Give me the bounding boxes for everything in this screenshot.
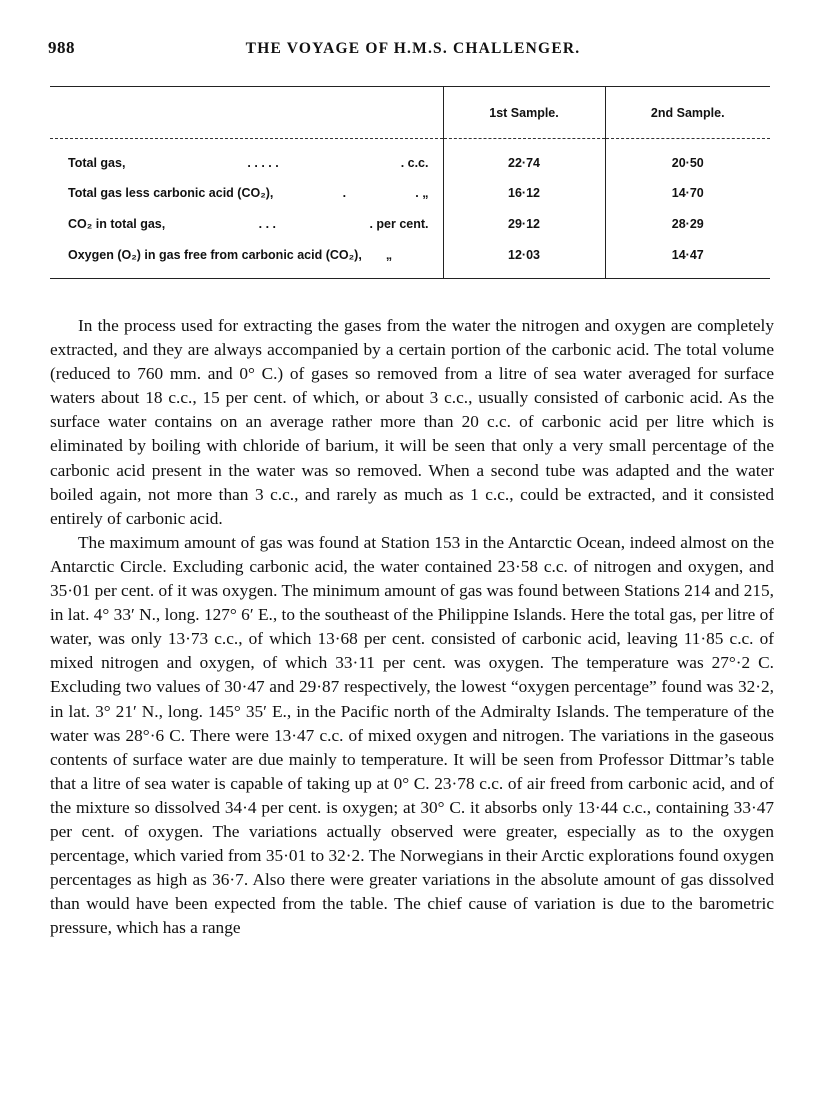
row-unit: „ bbox=[385, 247, 393, 262]
body-text bbox=[50, 314, 774, 940]
table-row bbox=[50, 208, 770, 239]
column-header-first-sample: 1st Sample. bbox=[443, 87, 605, 139]
table-row bbox=[50, 239, 770, 278]
page-header bbox=[48, 38, 778, 64]
second-sample-value: 14·70 bbox=[605, 177, 770, 208]
column-header-label bbox=[50, 87, 443, 139]
row-leader-dots: . . . . . bbox=[247, 156, 279, 170]
column-header-second-sample: 2nd Sample. bbox=[605, 87, 770, 139]
second-sample-value: 28·29 bbox=[605, 208, 770, 239]
page-number: 988 bbox=[48, 38, 75, 57]
row-label: Total gas, bbox=[68, 156, 126, 170]
row-label: CO₂ in total gas, bbox=[68, 216, 166, 231]
paragraph-gas-amounts: The maximum amount of gas was found at Station 153 in the Antarctic Ocean, indeed almost on the Antarctic Circle. Excluding carbonic acid, the water contained 23·58 c.c. of nitrogen and oxygen, and 35·01 per cent. of it was oxygen. The minimum amount of gas was found between Stations 214 and 215, in lat. 4° 33′ N., long. 127° 6′ E., to the southeast of the Philippine Islands. Here the total gas, per litre of water, was only 13·73 c.c., of which 13·68 per cent. consisted of carbonic acid, leaving 11·85 c.c. of mixed nitrogen and oxygen, of which 33·11 per cent. was oxygen. The temperature was 27°·2 C. Excluding two values of 30·47 and 29·87 respectively, the lowest “oxygen percentage” found was 32·2, in lat. 3° 21′ N., long. 145° 35′ E., in the Pacific north of the Admiralty Islands. The temperature of the water was 28°·6 C. There were 13·47 c.c. of mixed oxygen and nitrogen. The variations in the gaseous contents of surface water are due mainly to temperature. It will be seen from Professor Dittmar’s table that a litre of sea water is capable of taking up at 0° C. 23·78 c.c. of air freed from carbonic acid, and of the mixture so dissolved 34·4 per cent. is oxygen; at 30° C. it absorbs only 13·44 c.c., containing 33·47 per cent. of oxygen. The variations actually observed were greater, especially as to the oxygen percentage, which varied from 35·01 to 32·2. The Norwegians in their Arctic explorations found oxygen percentages as high as 36·7. Also there were greater variations in the absolute amount of gas dissolved than would have been expected from the table. The chief cause of variation is due to the barometric pressure, which has a range bbox=[50, 532, 774, 938]
row-unit: . per cent. bbox=[369, 216, 429, 231]
first-sample-value: 22·74 bbox=[443, 139, 605, 178]
first-sample-value: 12·03 bbox=[443, 239, 605, 278]
running-title: THE VOYAGE OF H.M.S. CHALLENGER. bbox=[245, 40, 581, 57]
table-header-row bbox=[50, 87, 770, 139]
table-row bbox=[50, 139, 770, 178]
row-label: Total gas less carbonic acid (CO₂), bbox=[68, 185, 274, 200]
row-unit: . c.c. bbox=[400, 156, 429, 170]
row-label: Oxygen (O₂) in gas free from carbonic acid (CO₂), bbox=[68, 247, 362, 262]
second-sample-value: 20·50 bbox=[605, 139, 770, 178]
paragraph-extraction-process: In the process used for extracting the gases from the water the nitrogen and oxygen are completely extracted, and they are always accompanied by a certain portion of the carbonic acid. The total volume (reduced to 760 mm. and 0° C.) of gases so removed from a litre of sea water averaged for surface waters about 18 c.c., 15 per cent. of which, or about 3 c.c., usually consisted of carbonic acid. As the surface water contains on an average rather more than 20 c.c. of carbonic acid per litre which is eliminated by boiling with chloride of barium, it will be seen that only a very small percentage of the carbonic acid present in the water was so removed. When a second tube was adapted and the water boiled again, not more than 3 c.c., and rarely as much as 1 c.c., could be extracted, and it consisted entirely of carbonic acid. bbox=[50, 316, 774, 528]
row-leader-dots: . bbox=[342, 185, 347, 200]
gas-analysis-table bbox=[50, 86, 770, 279]
table-row bbox=[50, 177, 770, 208]
first-sample-value: 16·12 bbox=[443, 177, 605, 208]
second-sample-value: 14·47 bbox=[605, 239, 770, 278]
row-unit: . „ bbox=[415, 185, 429, 200]
row-leader-dots: . . . bbox=[258, 216, 277, 231]
first-sample-value: 29·12 bbox=[443, 208, 605, 239]
